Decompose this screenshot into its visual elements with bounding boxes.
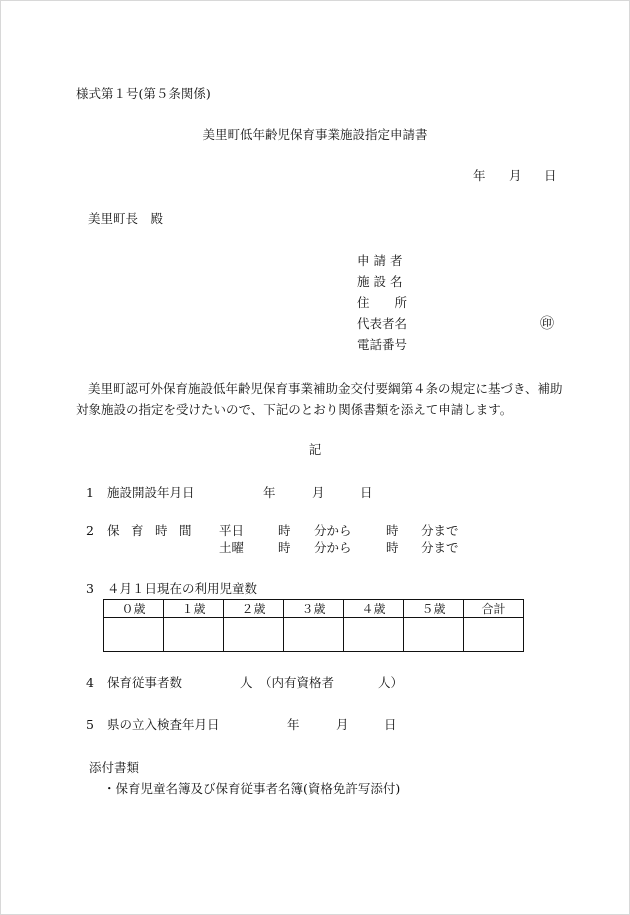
item-number: 3: [86, 581, 94, 596]
date-day: 日: [544, 168, 557, 183]
application-statement: 美里町認可外保育施設低年齢児保育事業補助金交付要綱第４条の規定に基づき、補助対象施設の指定を受けたいので、下記のとおり関係書類を添えて申請します。: [76, 381, 563, 417]
table-header-row: [104, 600, 524, 618]
saturday-start-hour-unit: 時: [278, 540, 291, 555]
hours-label-char: 時: [155, 523, 168, 538]
count-input-cell[interactable]: [344, 618, 404, 652]
table-header-cell: １歳: [164, 600, 224, 618]
saturday-label: 土曜: [219, 540, 245, 555]
saturday-until-label: 分まで: [421, 540, 459, 555]
hours-label-char: 育: [131, 523, 144, 538]
table-header-cell: ０歳: [104, 600, 164, 618]
weekday-until-label: 分まで: [421, 523, 459, 538]
saturday-end-hour-unit: 時: [386, 540, 399, 555]
form-number: 様式第１号(第５条関係): [76, 86, 211, 101]
children-count-label: ４月１日現在の利用児童数: [107, 581, 258, 596]
staff-count-label: 保育従事者数: [107, 675, 183, 690]
attachments-heading: 添付書類: [89, 760, 140, 775]
count-input-cell[interactable]: [464, 618, 524, 652]
hours-label-char: 保: [107, 523, 120, 538]
table-row: [104, 618, 524, 652]
table-header-cell: ５歳: [404, 600, 464, 618]
weekday-from-label: 分から: [314, 523, 352, 538]
staff-unit: 人: [240, 675, 253, 690]
inspection-year-unit: 年: [287, 717, 300, 732]
count-input-cell[interactable]: [104, 618, 164, 652]
children-count-table: [103, 599, 524, 652]
inspection-date-label: 県の立入検査年月日: [107, 717, 220, 732]
phone-label: 電話番号: [357, 337, 408, 352]
table-header-cell: ３歳: [284, 600, 344, 618]
qualified-staff-label: （内有資格者: [259, 675, 335, 690]
count-input-cell[interactable]: [404, 618, 464, 652]
weekday-start-hour-unit: 時: [278, 523, 291, 538]
opening-date-label: 施設開設年月日: [107, 485, 195, 500]
weekday-label: 平日: [219, 523, 245, 538]
table-header-cell: ２歳: [224, 600, 284, 618]
table-header-cell: ４歳: [344, 600, 404, 618]
ki-heading: 記: [308, 442, 322, 457]
date-year: 年: [473, 168, 486, 183]
address-label: 住 所: [357, 295, 408, 310]
item-number: 5: [86, 717, 94, 732]
facility-name-label: 施 設 名: [357, 274, 403, 289]
applicant-label: 申 請 者: [357, 253, 403, 268]
count-input-cell[interactable]: [224, 618, 284, 652]
item-number: 2: [86, 523, 94, 538]
item-number: 1: [86, 485, 94, 500]
seal-mark: ㊞: [540, 316, 554, 332]
count-input-cell[interactable]: [284, 618, 344, 652]
item-number: 4: [86, 675, 94, 690]
inspection-day-unit: 日: [384, 717, 397, 732]
opening-day-unit: 日: [360, 485, 373, 500]
opening-month-unit: 月: [312, 485, 325, 500]
addressee: 美里町長 殿: [88, 211, 164, 226]
attachment-item: ・保育児童名簿及び保育従事者名簿(資格免許写添付): [103, 781, 401, 796]
date-month: 月: [509, 168, 522, 183]
opening-year-unit: 年: [263, 485, 276, 500]
count-input-cell[interactable]: [164, 618, 224, 652]
inspection-month-unit: 月: [336, 717, 349, 732]
qualified-staff-unit: 人）: [378, 675, 404, 690]
representative-label: 代表者名: [357, 316, 408, 331]
hours-label-char: 間: [179, 523, 192, 538]
document-title: 美里町低年齢児保育事業施設指定申請書: [202, 127, 428, 142]
saturday-from-label: 分から: [314, 540, 352, 555]
weekday-end-hour-unit: 時: [386, 523, 399, 538]
table-header-cell: 合計: [464, 600, 524, 618]
